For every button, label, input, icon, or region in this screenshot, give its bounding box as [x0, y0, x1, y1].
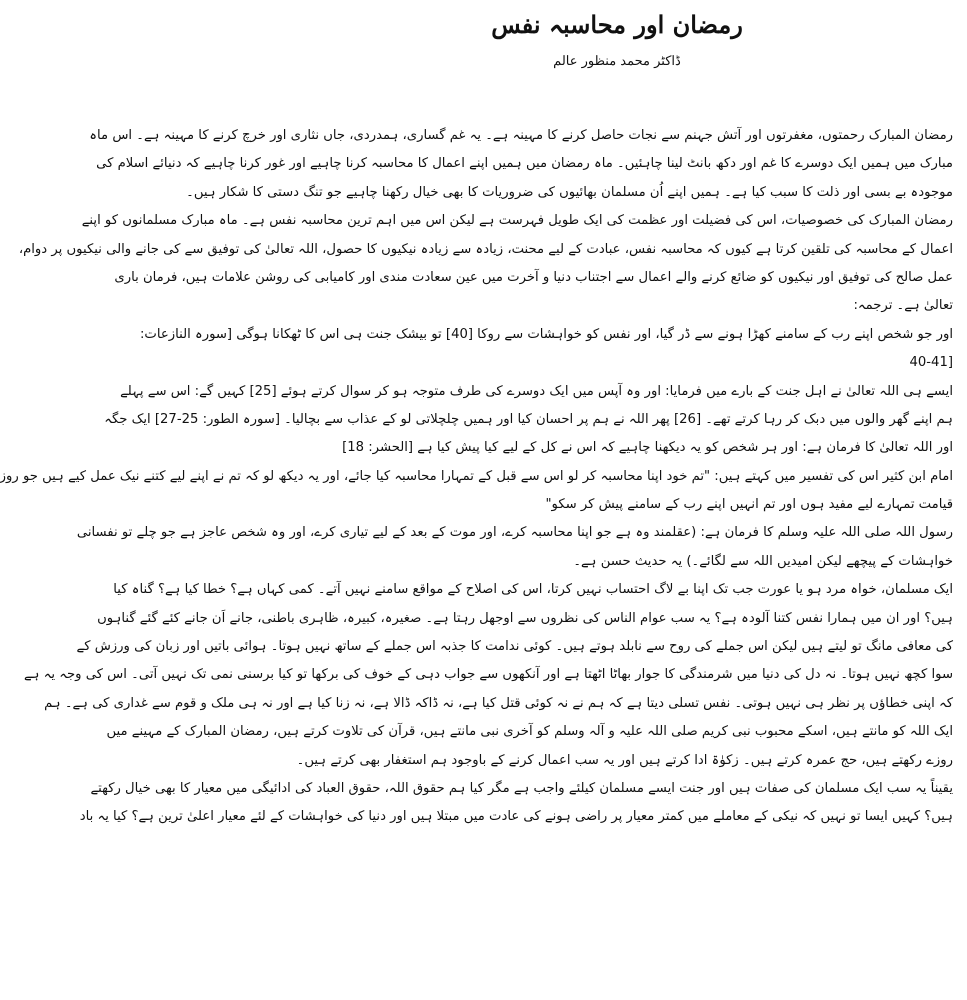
body-line: مبارک میں ہمیں ایک دوسرے کا غم اور دکھ بانٹ لینا چاہئیں۔ ماہ رمضان میں ہمیں اپنے اعمال کا محاسبہ کرنا چاہیے اور غور کرنا چاہیے کہ دنیائے اسلام کی [96, 156, 953, 172]
body-line: سوا کچھ نہیں ہوتا۔ نہ دل کی دنیا میں شرمندگی کا جوار بھاٹا اٹھتا ہے اور آنکھوں سے جواب دہی کے خوف کی برکھا تو کیا برسنی نمی تک نہیں آتی۔ اس کی وجہ یہ ہے [24, 667, 953, 683]
body-line: قیامت تمہارے لیے مفید ہوں اور تم انہیں اپنے رب کے سامنے پیش کر سکو" [545, 497, 953, 513]
body-line: تعالیٰ ہے۔ ترجمہ: [853, 298, 953, 314]
body-line: ہیں؟ کہیں ایسا تو نہیں کہ نیکی کے معاملے میں کمتر معیار پر راضی ہونے کی عادت میں مبتلا ہیں اور دنیا کی خواہشات کے لئے معیار اعلیٰ ترین ہے؟ کیا یہ باد [79, 809, 953, 825]
body-line: اور اللہ تعالیٰ کا فرمان ہے: اور ہر شخص کو یہ دیکھنا چاہیے کہ اس نے کل کے لیے کیا پیش کیا ہے [الحشر: 18] [342, 440, 953, 456]
article-author: ڈاکٹر محمد منظور عالم [553, 54, 681, 69]
body-line: ہم اپنے گھر والوں میں دبک کر رہا کرتے تھے۔ [26] پھر اللہ نے ہم پر احسان کیا اور ہمیں چلچلاتی لو کے عذاب سے بچالیا۔ [سورہ الطور: 25-27] ایک جگہ [104, 411, 953, 427]
body-line: کہ اپنی خطاؤں پر نظر ہی نہیں ہوتی۔ نفس تسلی دیتا ہے کہ ہم نے نہ کوئی قتل کیا ہے، نہ ڈاکہ ڈالا ہے، نہ زنا کیا ہے اور نہ ہی ملک و قوم سے غداری کی ہے۔ ہم [44, 695, 953, 711]
body-line: رمضان المبارک رحمتوں، مغفرتوں اور آتش جہنم سے نجات حاصل کرنے کا مہینہ ہے۔ یہ غم گساری، ہمدردی، جاں نثاری اور خرچ کرنے کا مہینہ ہے۔ اس ماہ [89, 128, 953, 143]
body-line: کی معافی مانگ تو لیتے ہیں لیکن اس جملے کی روح سے نابلد ہوتے ہیں۔ کوئی ندامت کا جذبہ اس جملے کے ساتھ نہیں ہوتا۔ ہوائی باتیں اور زبان کی ورزش کے [76, 639, 953, 655]
body-line: رمضان المبارک کی خصوصیات، اس کی فضیلت اور عظمت کی ایک طویل فہرست ہے لیکن اس میں اہم ترین محاسبہ نفس ہے۔ ماہ مبارک مسلمانوں کو اپنے [81, 213, 953, 229]
body-line: عمل صالح کی توفیق اور نیکیوں کو ضائع کرنے والے اعمال سے اجتناب دنیا و آخرت میں عین سعادت مندی اور کامیابی کی روشن علامات ہیں، فرمان باری [114, 269, 953, 285]
body-line: روزے رکھتے ہیں، حج عمرہ کرتے ہیں۔ زکوٰۃ ادا کرتے ہیں اور یہ سب اعمال کرنے کے باوجود ہم استغفار بھی کرتے ہیں۔ [296, 752, 953, 768]
body-line: موجودہ بے بسی اور ذلت کا سبب کیا ہے۔ ہمیں اپنے اُن مسلمان بھائیوں کی ضروریات کا بھی خیال رکھنا چاہیے جو تنگ دستی کا شکار ہیں۔ [186, 184, 953, 200]
body-line: خواہشات کے پیچھے لیکن امیدیں اللہ سے لگائے۔) یہ حدیث حسن ہے۔ [573, 553, 953, 569]
article-title: رمضان اور محاسبہ نفس [491, 10, 743, 39]
body-line: [40-41 [909, 355, 953, 371]
body-line: امام ابن کثیر اس کی تفسیر میں کہتے ہیں: "تم خود اپنا محاسبہ کر لو اس سے قبل کے تمہارا محاسبہ کیا جائے، اور یہ دیکھ لو کہ تم نے اپنے لیے کتنے نیک عمل کیے ہیں جو روز [0, 468, 953, 484]
article-body [0, 122, 953, 832]
body-line: ایک اللہ کو مانتے ہیں، اسکے محبوب نبی کریم صلی اللہ علیہ و آلہ وسلم کو آخری نبی مانتے ہیں، قرآن کی تلاوت کرتے ہیں، رمضان المبارک کے مہینے میں [106, 724, 953, 740]
body-line: رسول اللہ صلی اللہ علیہ وسلم کا فرمان ہے: (عقلمند وہ ہے جو اپنا محاسبہ کرے، اور موت کے بعد کے لیے تیاری کرے، اور وہ شخص عاجز ہے جو چلے تو نفسانی [76, 525, 953, 541]
body-line: ایسے ہی اللہ تعالیٰ نے اہل جنت کے بارے میں فرمایا: اور وہ آپس میں ایک دوسرے کی طرف متوجہ ہو کر سوال کرتے ہوئے [25] کہیں گے: اس سے پہلے [120, 383, 953, 399]
body-line: اور جو شخص اپنے رب کے سامنے کھڑا ہونے سے ڈر گیا، اور نفس کو خواہشات سے روکا [40] تو بیشک جنت ہی اس کا ٹھکانا ہوگی [سورہ النازعات: [139, 326, 953, 342]
body-line: یقیناً یہ سب ایک مسلمان کی صفات ہیں اور جنت ایسے مسلمان کیلئے واجب ہے مگر کیا ہم حقوق اللہ، حقوق العباد کی ادائیگی میں معیار کا بھی خیال رکھتے [90, 780, 953, 796]
body-line: ایک مسلمان، خواہ مرد ہو یا عورت جب تک اپنا بے لاگ احتساب نہیں کرتا، اس کی اصلاح کے مواقع سامنے نہیں آتے۔ کمی کہاں ہے؟ خطا کیا ہے؟ گناہ کیا [113, 582, 953, 598]
body-line: اعمال کے محاسبہ کی تلقین کرتا ہے کیوں کہ محاسبہ نفس، عبادت کے لیے محنت، زیادہ سے زیادہ نیکیوں کا حصول، اللہ تعالیٰ کی توفیق سے کی جانے والی نیکیوں پر دوام، [18, 241, 953, 257]
body-line: ہیں؟ اور ان میں ہمارا نفس کتنا آلودہ ہے؟ یہ سب عوام الناس کی نظروں سے اوجھل رہتا ہے۔ صغیرہ، کبیرہ، ظاہری باطنی، جانے اَن جانے کئے گئے گناہوں [97, 610, 953, 626]
